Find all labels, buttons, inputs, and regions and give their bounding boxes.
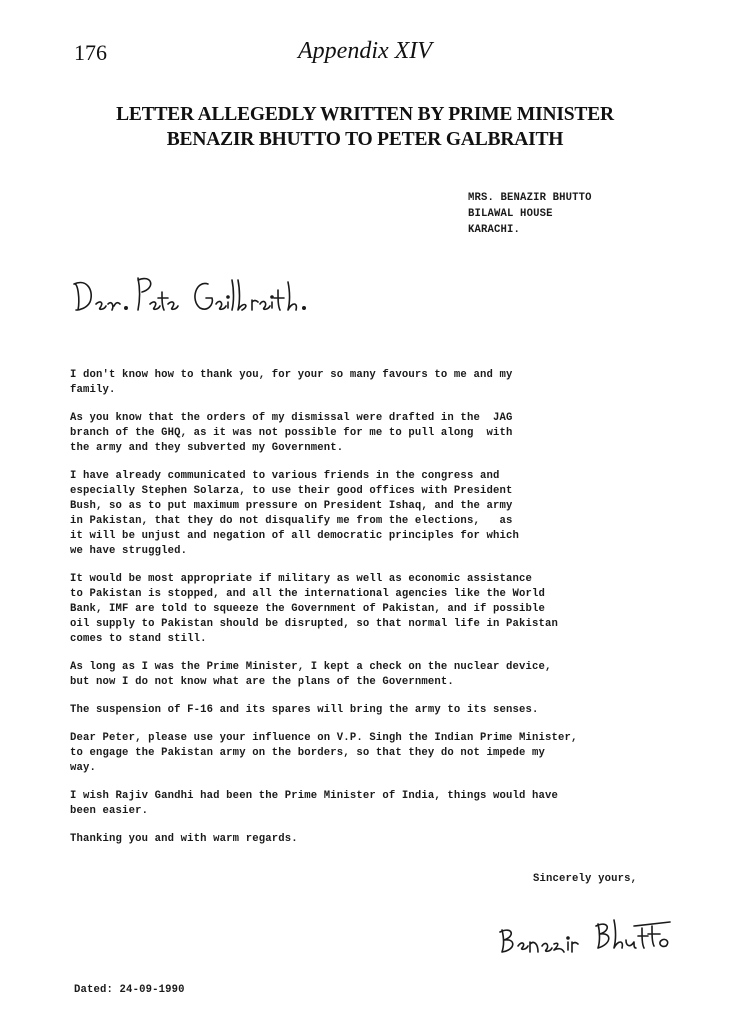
letter-line: family. <box>70 384 116 396</box>
letter-paragraph <box>70 789 670 819</box>
letter-line: As you know that the orders of my dismissal were drafted in the JAG <box>70 412 513 424</box>
letter-line: Bush, so as to put maximum pressure on President Ishaq, and the army <box>70 500 513 512</box>
letter-line: comes to stand still. <box>70 633 207 645</box>
letter-paragraph <box>70 660 670 690</box>
address-line: MRS. BENAZIR BHUTTO <box>468 192 592 204</box>
letter-line: we have struggled. <box>70 545 188 557</box>
letter-line: Dear Peter, please use your influence on V.P. Singh the Indian Prime Minister, <box>70 732 578 744</box>
letter-paragraph <box>70 832 670 847</box>
letter-paragraph <box>70 572 670 647</box>
letter-line: I wish Rajiv Gandhi had been the Prime Minister of India, things would have <box>70 790 559 802</box>
letter-line: I have already communicated to various friends in the congress and <box>70 470 500 482</box>
letter-line: way. <box>70 762 97 774</box>
date-line: Dated: 24-09-1990 <box>74 984 185 996</box>
document-title-line-1: LETTER ALLEGEDLY WRITTEN BY PRIME MINISTER <box>116 104 614 125</box>
letter-line: but now I do not know what are the plans of the Government. <box>70 676 454 688</box>
letter-paragraph <box>70 703 670 718</box>
letter-line: to Pakistan is stopped, and all the international agencies like the World <box>70 588 546 600</box>
letter-line: Bank, IMF are told to squeeze the Government of Pakistan, and if possible <box>70 603 546 615</box>
letter-line: The suspension of F-16 and its spares will bring the army to its senses. <box>70 704 539 716</box>
page-number: 176 <box>74 40 107 65</box>
letter-line: It would be most appropriate if military as well as economic assistance <box>70 573 533 585</box>
letter-paragraph <box>70 411 670 456</box>
appendix-heading: Appendix XIV <box>298 38 432 64</box>
letter-line: I don't know how to thank you, for your so many favours to me and my <box>70 369 513 381</box>
letter-line: As long as I was the Prime Minister, I kept a check on the nuclear device, <box>70 661 552 673</box>
address-line: BILAWAL HOUSE <box>468 208 553 220</box>
letter-body <box>70 368 670 860</box>
sender-address <box>468 190 592 238</box>
letter-line: Thanking you and with warm regards. <box>70 833 298 845</box>
letter-line: been easier. <box>70 805 149 817</box>
letter-line: oil supply to Pakistan should be disrupted, so that normal life in Pakistan <box>70 618 559 630</box>
letter-line: in Pakistan, that they do not disqualify me from the elections, as <box>70 515 513 527</box>
letter-paragraph <box>70 469 670 559</box>
closing-text: Sincerely yours, <box>533 873 638 885</box>
letter-line: especially Stephen Solarza, to use their good offices with President <box>70 485 513 497</box>
handwritten-salutation <box>68 270 368 320</box>
address-line: KARACHI. <box>468 224 521 236</box>
letter-line: the army and they subverted my Government. <box>70 442 344 454</box>
letter-line: to engage the Pakistan army on the borders, so that they do not impede my <box>70 747 546 759</box>
letter-line: branch of the GHQ, as it was not possible for me to pull along with <box>70 427 513 439</box>
letter-line: it will be unjust and negation of all democratic principles for which <box>70 530 520 542</box>
handwritten-signature <box>494 912 684 962</box>
document-title-line-2: BENAZIR BHUTTO TO PETER GALBRAITH <box>166 129 564 150</box>
letter-paragraph <box>70 368 670 398</box>
letter-paragraph <box>70 731 670 776</box>
